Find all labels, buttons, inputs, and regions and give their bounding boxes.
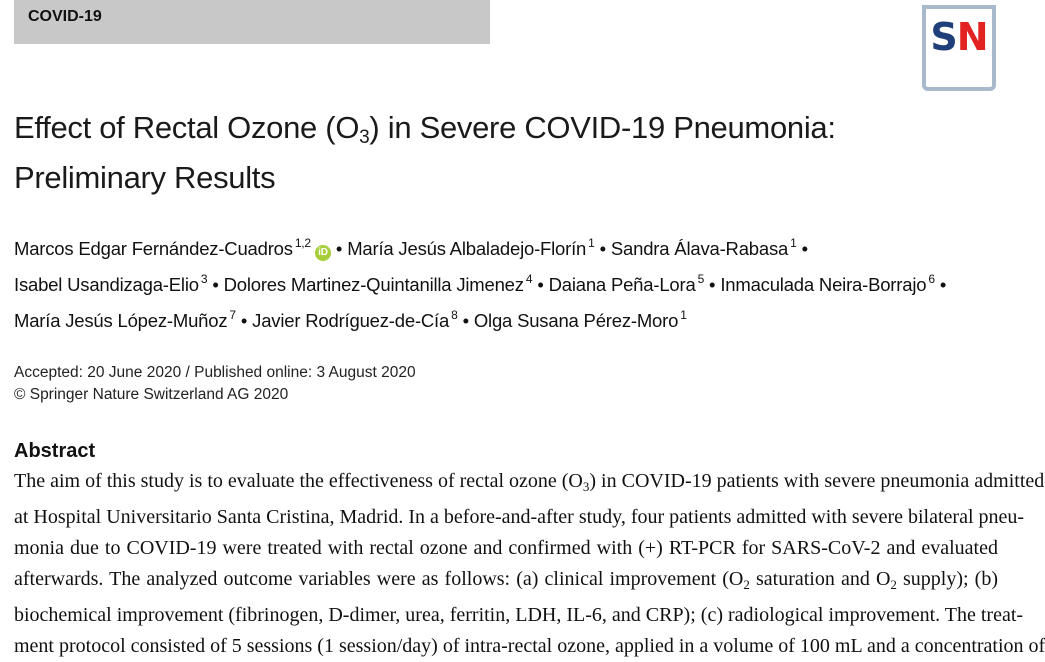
abstract-line: afterwards. The analyzed outcome variables were as follows: (a) clinical improvement ($O_2$ saturation and $O_2$ supply); (b): [14, 568, 998, 592]
logo-letter-s: S: [930, 15, 957, 59]
author-name[interactable]: Olga Susana Pérez-Moro: [473, 310, 679, 331]
author-name[interactable]: María Jesús López-Muñoz: [14, 310, 228, 331]
author-list: [14, 228, 1014, 336]
affiliation-marker: 8: [451, 308, 458, 322]
author-name[interactable]: María Jesús Albaladejo-Florín: [347, 238, 587, 259]
topic-banner: [14, 0, 490, 44]
affiliation-marker: 1: [588, 236, 595, 250]
orcid-icon[interactable]: iD: [315, 245, 331, 261]
springer-nature-logo: [922, 5, 996, 91]
author-name[interactable]: Marcos Edgar Fernández-Cuadros: [14, 238, 293, 259]
abstract-line: biochemical improvement (fibrinogen, D-dimer, urea, ferritin, LDH, IL-6, and CRP); (c) radiological improvement. The treat-: [14, 604, 1024, 626]
copyright-line: © Springer Nature Switzerland AG 2020: [14, 386, 289, 403]
separator: •: [599, 238, 606, 259]
separator: •: [801, 238, 808, 259]
author-name[interactable]: Inmaculada Neira-Borrajo: [720, 274, 927, 295]
abstract-body: [14, 466, 1045, 657]
affiliation-marker: 4: [525, 272, 533, 286]
topic-label: COVID-19: [28, 8, 102, 25]
separator: •: [212, 274, 219, 295]
affiliation-marker: 1: [680, 308, 687, 322]
affiliation-marker: 1: [790, 236, 797, 250]
abstract-line-cut-off: ment protocol consisted of 5 sessions (1 session/day) of intra-rectal ozone, applied in a volume of 100 mL and a concentration of: [14, 635, 1045, 657]
separator: •: [240, 310, 248, 331]
author-name[interactable]: Daiana Peña-Lora: [548, 274, 696, 295]
article-title: Effect of Rectal Ozone $(O_3)$ in Severe COVID-19 Pneumonia: Preliminary Results: [14, 110, 836, 195]
abstract-line: at Hospital Universitario Santa Cristina, Madrid. In a before-and-after study, four patients admitted with severe bilateral pneu-: [14, 506, 1025, 528]
separator: •: [537, 274, 544, 295]
separator: •: [939, 274, 947, 295]
affiliation-marker: 5: [697, 272, 705, 286]
separator: •: [462, 310, 469, 331]
author-name[interactable]: Isabel Usandizaga-Elio: [14, 274, 199, 295]
abstract-line: monia due to COVID-19 were treated with rectal ozone and confirmed with (+) RT-PCR for SARS-CoV-2 and evaluated: [14, 537, 998, 559]
abstract-line: The aim of this study is to evaluate the effectiveness of rectal ozone $(O_3)$ in COVID-19 patients with severe pneumonia admitted: [14, 470, 1045, 494]
author-name[interactable]: Javier Rodríguez-de-Cía: [252, 310, 450, 331]
affiliation-marker: 7: [229, 308, 236, 322]
separator: •: [335, 238, 343, 259]
logo-letter-n: N: [956, 15, 988, 59]
accepted-published-line: Accepted: 20 June 2020 / Published online: 3 August 2020: [14, 364, 416, 381]
author-name[interactable]: Dolores Martinez-Quintanilla Jimenez: [223, 274, 524, 295]
affiliation-marker: 1,2: [294, 236, 311, 250]
abstract-heading: Abstract: [14, 440, 96, 462]
separator: •: [709, 274, 716, 295]
publication-dates: [14, 362, 416, 406]
affiliation-marker: 6: [928, 272, 935, 286]
author-name[interactable]: Sandra Álava-Rabasa: [610, 238, 789, 259]
affiliation-marker: 3: [200, 272, 208, 286]
